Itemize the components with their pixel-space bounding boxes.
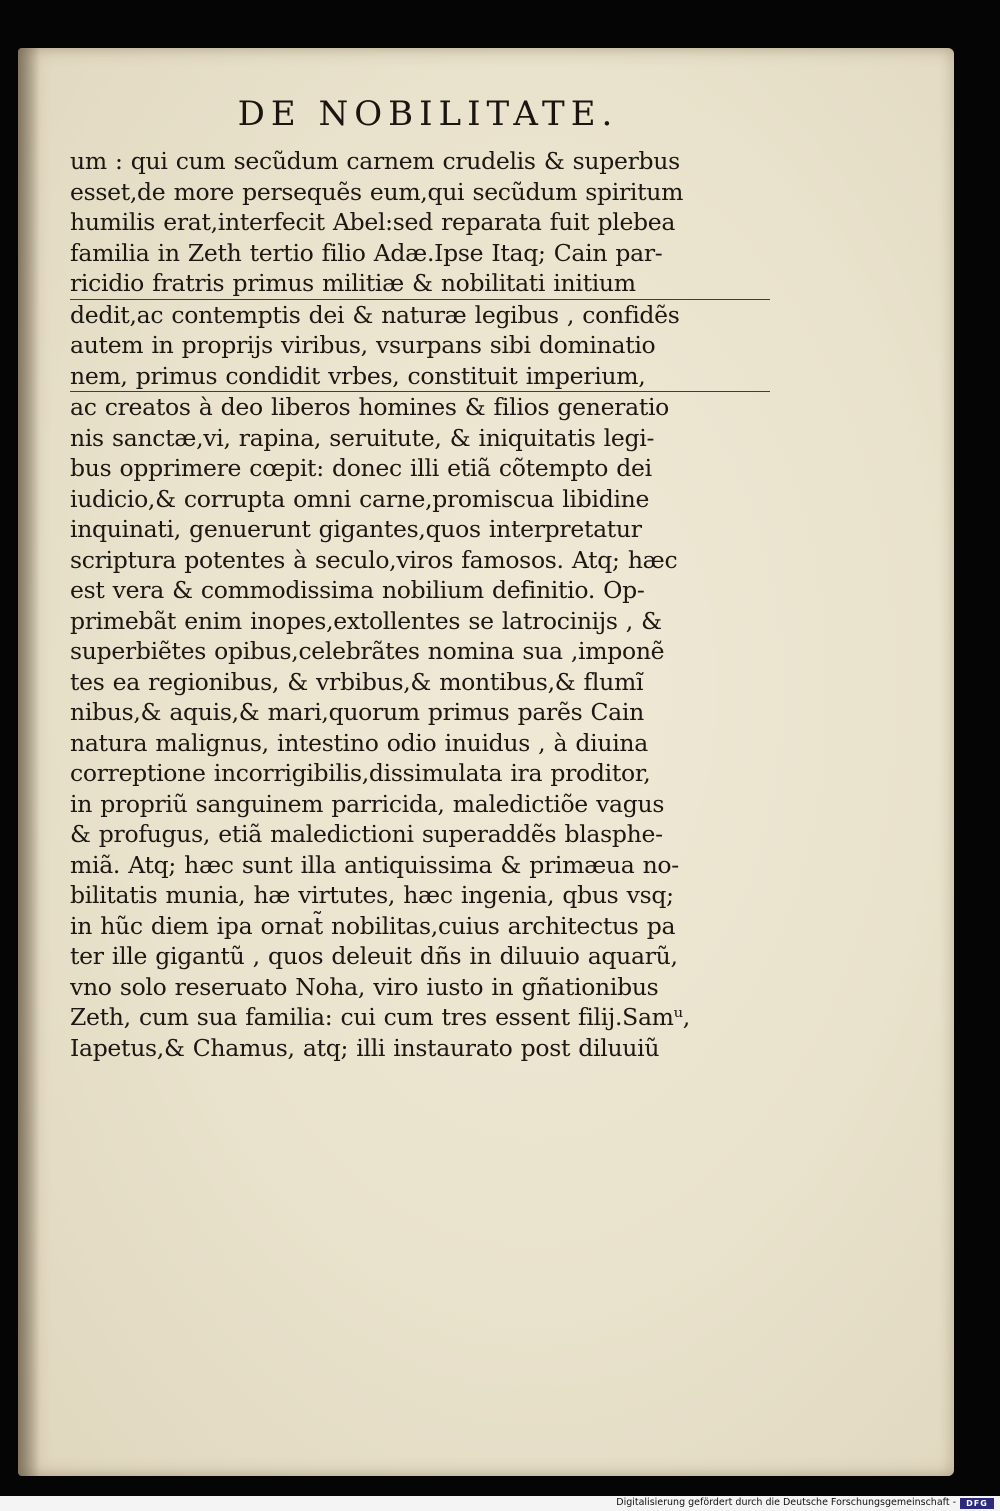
running-head: DE NOBILITATE. [237,94,619,134]
text-line: ac creatos à deo liberos homines & filios generatio [70,393,670,421]
text-line: Iapetus,& Chamus, atq; illi instaurato post diluuiũ [70,1033,660,1062]
footer-credit: Digitalisierung gefördert durch die Deutsche Forschungsgemeinschaft - [616,1497,956,1508]
text-line: nibus,& aquis,& mari,quorum primus parẽs Cain [70,698,644,726]
text-line: iudicio,& corrupta omni carne,promiscua libidine [70,484,650,513]
text-line: familia in Zeth tertio filio Adæ.Ipse Itaq; Cain par- [70,238,663,267]
text-line: um : qui cum secũdum carnem crudelis & superbus [70,147,680,175]
gutter-shadow [18,48,40,1476]
footer-bar [0,1496,1000,1511]
text-line: & profugus, etiã maledictioni superaddẽs blasphe- [70,820,663,848]
text-line: inquinati, genuerunt gigantes,quos interpretatur [70,515,642,543]
text-line: superbiẽtes opibus,celebrãtes nomina sua ,imponẽ [70,637,665,665]
dfg-logo-icon: DFG [960,1498,994,1509]
text-line: primebãt enim inopes,extollentes se latrocinijs , & [70,606,662,635]
text-line: est vera & commodissima nobilium definitio. Op- [70,576,645,604]
text-line: nis sanctæ,vi, rapina, seruitute, & iniquitatis legi- [70,423,655,452]
text-line: humilis erat,interfecit Abel:sed reparata fuit plebea [70,208,676,236]
text-line: ter ille gigantũ , quos deleuit dñs in diluuio aquarũ, [70,942,678,970]
book-page [18,48,954,1476]
text-line: bus opprimere cœpit: donec illi etiã cõtempto dei [70,454,652,482]
text-line: esset,de more persequẽs eum,qui secũdum spiritum [70,177,684,206]
text-line: in hũc diem ipa ornat̃ nobilitas,cuius architectus pa [70,911,676,940]
text-line: natura malignus, intestino odio inuidus , à diuina [70,728,648,757]
text-line: bilitatis munia, hæ virtutes, hæc ingenia, qbus vsq; [70,881,674,909]
text-line: correptione incorrigibilis,dissimulata ira proditor, [70,759,651,787]
text-line-underlined: nem, primus condidit vrbes, constituit imperium, [70,361,770,393]
text-line: in propriũ sanguinem parricida, maledictiõe vagus [70,789,665,818]
text-line: Zeth, cum sua familia: cui cum tres essent filij.Samᵘ, [70,1003,690,1031]
text-line: miã. Atq; hæc sunt illa antiquissima & primæua no- [70,850,679,879]
text-line: tes ea regionibus, & vrbibus,& montibus,& flumĩ [70,667,644,696]
text-line-underlined: ricidio fratris primus militiæ & nobilitati initium [70,268,770,300]
text-line: scriptura potentes à seculo,viros famosos. Atq; hæc [70,545,678,574]
body-text [70,146,770,1063]
text-line: vno solo reseruato Noha, viro iusto in gñationibus [70,972,659,1001]
text-line: autem in proprijs viribus, vsurpans sibi dominatio [70,331,656,359]
text-line: dedit,ac contemptis dei & naturæ legibus , confidẽs [70,300,680,329]
